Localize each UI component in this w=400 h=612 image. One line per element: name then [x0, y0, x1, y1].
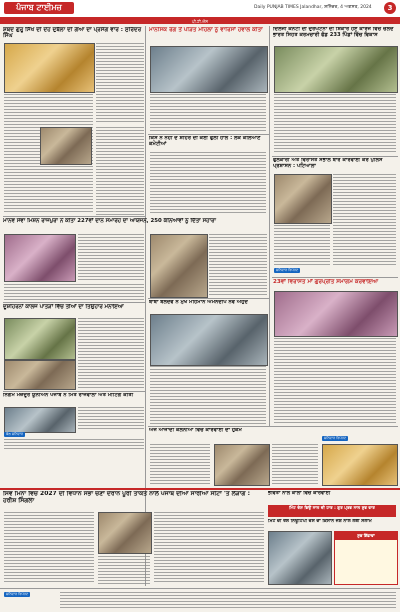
masthead-title: ਪੰਜਾਬ ਟਾਈਮਜ਼ — [4, 2, 74, 14]
masthead — [0, 0, 400, 19]
headline-11: ਅਜ ਆਜਾਦੀ ਕਲੋਨੀਆਂ ਵਿੱਚ ਕਾਰਵਾਈ ਦਾ ਹੁਕਮ — [149, 428, 242, 433]
headline-7: ਦੂਸ਼ਹਿਰਨਾਂ ਕਾਲਜ ਪਾਤੜਾਂ ਵਿੱਚ ਤੀਆਂ ਦਾ ਤਿਉਹਾਰ ਮਨਾਇਆ — [3, 304, 124, 310]
article-text — [272, 444, 318, 484]
article-text — [274, 338, 396, 424]
headline-12: ਸਿਵ ਮਿਨਾ ਵਿਚ 2027 ਦੀ ਵਿਧਾਨ ਸਭਾ ਚੋਣਾਂ ਦੌਰਾਨ ਪੂਰੀ ਤਾਕਤ ਨਾਲ ਪੰਜਾਬ ਦੀਆਂ ਸਾਰੀਆਂ ਸੀਟਾਂ 'ਤੇ ਲੜਾਂਗੇ : ਹਰੀਸ਼ ਸਿੰਗਲਾ — [3, 491, 251, 504]
article-text — [150, 94, 266, 132]
byline-tag: ਸ਼ਨਿਵਾਰ ਰਿਪੋਰਟ — [276, 268, 299, 272]
article-text — [78, 318, 144, 388]
article-text — [274, 225, 330, 266]
headline-9: 23ਵਾਂ ਵਿਰਾਸਤ ਮਾਂ ਗੁਰਪ੍ਰੀਤ ਸਮਾਗਮ ਕਰਵਾਇਆ — [273, 279, 379, 285]
article-text — [4, 512, 94, 584]
section-rule — [148, 426, 398, 427]
headline-4: ਦਿਲਜੀ ਕਨਟੀ ਦੀ ਦੁਰਘਟਨਾ ਦੀ ਸ਼ਿਕਾਰ ਹੋਏ ਕਾਰਜ ਵਿਚ ਚਲਦੇ ਭਾਰਤ ਸਿਹਤ ਕਰਮਚਾਰੀ ਫੰਡ 233 ਪਿੰਡਾਂ ਵਿੱਚ ਵਿਕਾਸ — [273, 27, 394, 38]
byline-tag: ਸ਼ਨਿਵਾਰ ਰਿਪੋਰਟ — [324, 436, 347, 440]
ad-banner: ਮਿੰਟ ਦੇਸ਼ ਭਿਉਂ ਨਾਲ ਦੀ ਹਾਰ : ਗੁਰ ਪ੍ਰਭ ਨਾਲ ਸ਼ੁਭ ਵਾਰ — [268, 505, 396, 517]
section-rule — [272, 277, 398, 278]
article-text — [150, 366, 266, 424]
article-text — [150, 152, 266, 214]
section-rule — [148, 298, 269, 299]
footer-rule — [0, 588, 400, 589]
byline-tag: ਸ਼ਨਿਵਾਰ ਰਿਪੋਰਟ — [6, 592, 29, 596]
article-text — [209, 234, 267, 296]
article-text — [60, 592, 396, 608]
article-photo — [150, 314, 268, 366]
article-photo — [214, 444, 270, 486]
article-text — [150, 444, 210, 484]
article-text — [4, 172, 93, 214]
article-text — [78, 234, 144, 282]
section-rule — [3, 391, 145, 392]
section-rule — [3, 216, 145, 217]
headline-6: ਫੁਲਕਾਰੀ ਅਤੇ ਵਿਰਾਸਤ ਸੰਭਾਲ ਬਾਰੇ ਕਾਰਵਾਈ ਕਰੋ ਪੁਲਿਸ ਪ੍ਰਸ਼ਾਸਨ : ਪਟਿਆਲਾ — [273, 158, 383, 169]
article-text — [78, 407, 144, 431]
article-text — [154, 512, 264, 584]
article-text — [96, 127, 144, 215]
headline-8: ਬਾਬਾ ਬਲਦੇਵ ਨੇ ਮੁੱਖ ਮਹਿਮਾਨ ਅਮਨਦੀਪ ਨਵੇਂ ਅਹੁਦੇ — [149, 300, 248, 305]
section-rule — [3, 302, 145, 303]
article-photo — [274, 174, 332, 224]
article-text — [274, 94, 396, 154]
article-photo — [4, 234, 76, 282]
advertisement — [334, 531, 398, 585]
article-text — [4, 284, 144, 300]
article-photo — [150, 46, 268, 93]
article-photo — [268, 531, 332, 585]
page-number: 3 — [384, 2, 396, 14]
article-text — [96, 43, 144, 123]
byline-tag: ਕੋਲ ਸ਼ਨਿਵਾਰ — [6, 432, 23, 436]
headline-2: ਮਾਨਸਿਕ ਰੋਗ ਤੋਂ ਪੀੜਤ ਮਹਿਲਾ ਨੂੰ ਵਾਰਿਸਾਂ ਹਵਾਲੇ ਕੀਤਾ — [149, 27, 263, 33]
column-rule — [269, 26, 270, 426]
band-rule — [0, 488, 400, 490]
masthead-subbar — [0, 19, 400, 24]
headline-1: ਸ਼ਬਦ ਗੁਰੂ ਸਿੱਖ ਦੀ ਦੇਹ ਦੁਬੱਲਾ ਦੀ ਗੋਆ ਦਾ ਪ੍ਰਸੰਗ ਵਾਰ : ਸੁਰਿੰਦਰ ਸਿੰਘ — [3, 27, 142, 40]
section-rule — [272, 156, 398, 157]
article-text — [333, 174, 396, 266]
article-photo — [274, 291, 398, 337]
headline-10: ਨਿਗਮ ਮਜ਼ਦੂਰ ਯੂਨੀਅਨ ਪੰਜਾਬ ਨੇ ਮਿੱਤ ਰਾਜਵਾਲਾ ਅਤੇ ਮੀਟਿੰਗ ਕੀਤੀ — [3, 393, 134, 398]
article-photo — [40, 127, 92, 165]
article-photo — [4, 318, 76, 360]
headline-13: ਮਿੱਟ ਦੀ ਰੇਲ ਨਿਊਟਿਪੀ ਦੇਸ ਦਾ ਕਿਸਾਨ ਜੋਸ਼ ਨਾਲ ਲਈ ਸਲਾਮ — [268, 519, 372, 524]
headline-14: ਭਵਿਤਾ ਨਾਲ ਕਾਲਾਂ ਵਿੱਚ ਕਾਰਵਾਈ — [268, 491, 331, 496]
ad-title: ਸ਼ੁਭ ਇੱਛਾਵਾਂ — [335, 532, 397, 540]
article-photo — [98, 512, 152, 554]
article-text — [98, 556, 150, 584]
article-photo — [4, 43, 95, 93]
section-rule — [148, 134, 269, 135]
article-text — [4, 439, 144, 449]
article-photo — [150, 234, 208, 298]
headline-3: ਕਿਸੇ ਨੇ ਨਹੀਂ ਦੋ ਸ਼ਹਿਰ ਦੀ ਕਈ ਫੁੱਲੀ ਹਾਲ : ਲੋਕ ਕਲਿਆਣ ਕਮੇਟੀਆਂ — [149, 136, 261, 147]
headline-5: ਮਾਨਵ ਸੇਵਾ ਮਿਸ਼ਨ ਰਾਜਪੁਰਾ ਨੇ ਕੀਤਾ 227ਵਾਂ ਦਾਨ ਸਮਾਰੋਹ ਦਾ ਆਯੋਜਨ, 250 ਕੰਨਿਆਵਾਂ ਨੂੰ ਦਿੱਤਾ ਸਹਾਰਾ — [3, 218, 216, 224]
article-photo — [274, 46, 398, 93]
masthead-subtitle: ਪੀ.ਟੀ.ਐਨ — [191, 19, 209, 24]
article-photo — [322, 444, 398, 486]
article-photo — [4, 407, 76, 433]
masthead-date: Daily PUNJAB TIMES Jalandhar, ਸ਼ਨਿੱਚਰ, 4 ਅਗਸਤ, 2024 — [254, 5, 372, 10]
article-photo — [4, 360, 76, 390]
